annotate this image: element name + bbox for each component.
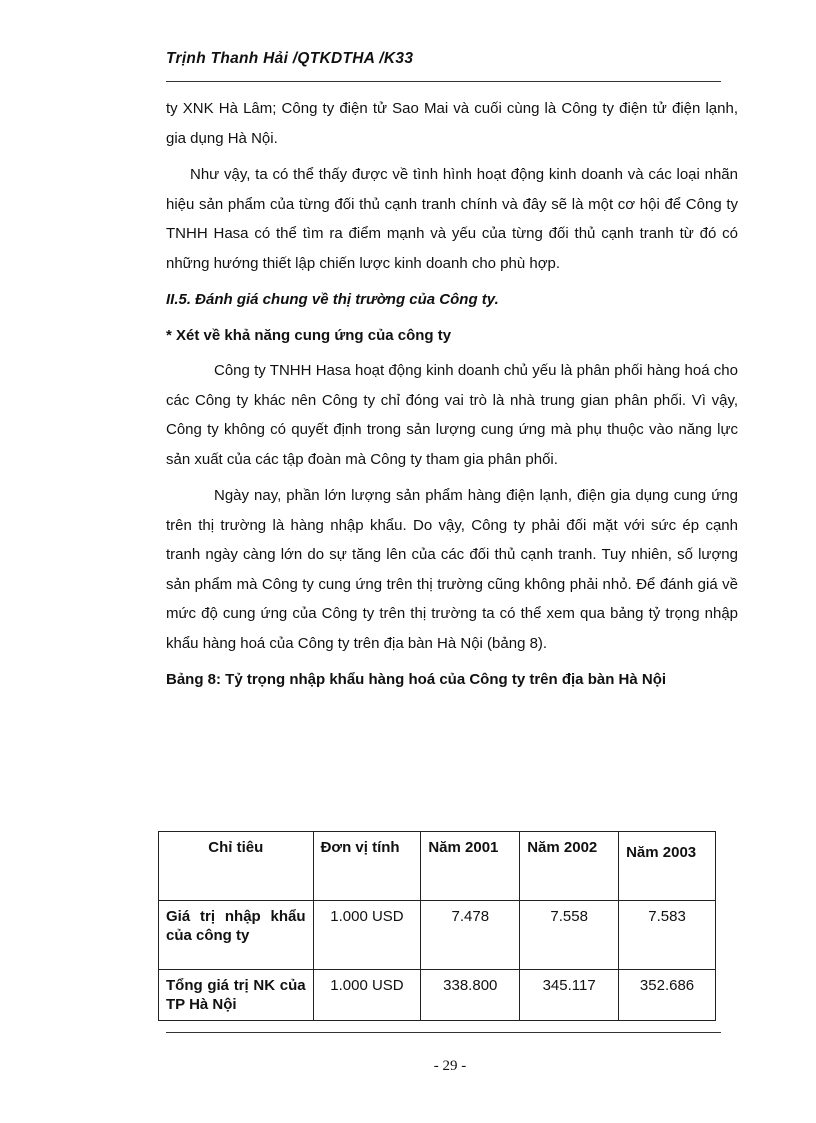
table-row xyxy=(159,901,716,970)
paragraph-1: ty XNK Hà Lâm; Công ty điện tử Sao Mai và cuối cùng là Công ty điện tử điện lạnh, gia dụng Hà Nội. xyxy=(166,100,738,147)
table-header-row xyxy=(159,832,716,901)
table-cell: 7.478 xyxy=(421,901,520,970)
subsection-title: * Xét về khả năng cung ứng của công ty xyxy=(166,326,452,344)
table-cell: 1.000 USD xyxy=(313,970,421,1021)
table-cell: 1.000 USD xyxy=(313,901,421,970)
header-cell-year-2003: Năm 2003 xyxy=(619,832,716,901)
header-cell-unit: Đơn vị tính xyxy=(313,832,421,901)
paragraph-3: Công ty TNHH Hasa hoạt động kinh doanh chủ yếu là phân phối hàng hoá cho các Công ty khác nên Công ty chỉ đóng vai trò là nhà trung gian phân phối. Vì vậy, Công ty không có quyết định trong sản lượng cung ứng mà phụ thuộc vào năng lực sản xuất của các tập đoàn mà Công ty tham gia phân phối. xyxy=(166,362,738,468)
table-cell: 352.686 xyxy=(619,970,716,1021)
footer-rule xyxy=(166,1032,721,1033)
table-cell: 338.800 xyxy=(421,970,520,1021)
header-cell-indicator: Chỉ tiêu xyxy=(159,832,314,901)
table-cell: 7.558 xyxy=(520,901,619,970)
table-cell: 345.117 xyxy=(520,970,619,1021)
table-cell: 7.583 xyxy=(619,901,716,970)
header-cell-year-2001: Năm 2001 xyxy=(421,832,520,901)
header-cell-year-2002: Năm 2002 xyxy=(520,832,619,901)
document-body xyxy=(166,94,738,703)
table-caption: Bảng 8: Tỷ trọng nhập khẩu hàng hoá của Công ty trên địa bàn Hà Nội xyxy=(166,671,667,688)
section-title: II.5. Đánh giá chung về thị trường của Công ty. xyxy=(166,291,499,308)
page-number: - 29 - xyxy=(433,1058,467,1074)
paragraph-4: Ngày nay, phần lớn lượng sản phẩm hàng điện lạnh, điện gia dụng cung ứng trên thị trường là hàng nhập khẩu. Do vậy, Công ty phải đối mặt với sức ép cạnh tranh ngày càng lớn do sự tăng lên của các đối thủ cạnh tranh. Tuy nhiên, số lượng sản phẩm mà Công ty cung ứng trên thị trường cũng không phải nhỏ. Để đánh giá về mức độ cung ứng của Công ty trên thị trường ta có thể xem qua bảng tỷ trọng nhập khẩu hàng hoá của Công ty trên địa bàn Hà Nội (bảng 8). xyxy=(166,487,738,652)
paragraph-2: Như vậy, ta có thể thấy được về tình hình hoạt động kinh doanh và các loại nhãn hiệu sản phẩm của từng đối thủ cạnh tranh chính và đây sẽ là một cơ hội để Công ty TNHH Hasa có thể tìm ra điểm mạnh và yếu của từng đối thủ cạnh tranh từ đó có những hướng thiết lập chiến lược kinh doanh cho phù hợp. xyxy=(166,166,738,272)
row-label: Tổng giá trị NK của TP Hà Nội xyxy=(159,970,314,1021)
import-share-table xyxy=(158,831,716,1021)
table-row xyxy=(159,970,716,1021)
document-header: Trịnh Thanh Hải /QTKDTHA /K33 xyxy=(166,50,414,67)
header-rule xyxy=(166,81,721,82)
row-label: Giá trị nhập khẩu của công ty xyxy=(159,901,314,970)
